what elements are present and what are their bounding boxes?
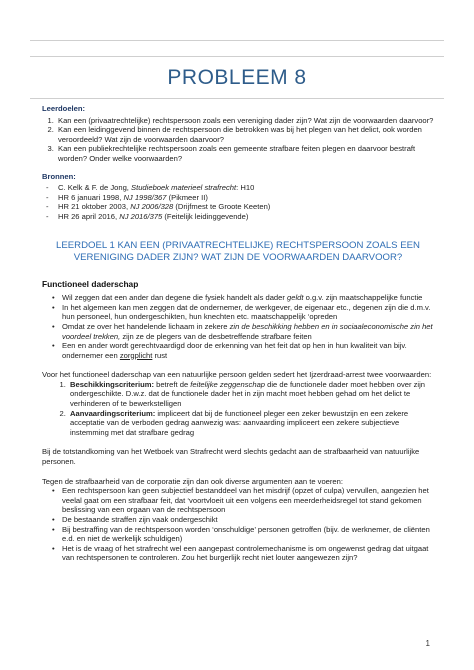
paragraph: Tegen de strafbaarheid van de corporatie zijn dan ook diverse argumenten aan te voeren: bbox=[42, 476, 343, 486]
paragraph: Bij de totstandkoming van het Wetboek van Strafrecht werd slechts gedacht aan de strafbaarheid van natuurlijke personen. bbox=[42, 447, 420, 467]
list-item: - C. Kelk & F. de Jong, Studieboek materieel strafrecht: H10 bbox=[58, 183, 434, 193]
bronnen-label: Bronnen: bbox=[42, 171, 76, 181]
list-item: - HR 26 april 2016, NJ 2016/375 (Feitelijk leidinggevende) bbox=[58, 212, 434, 222]
arguments-list bbox=[42, 486, 434, 563]
title-rule bbox=[30, 98, 444, 99]
list-item: • Wil zeggen dat een ander dan degene die fysiek handelt als dader geldt o.g.v. zijn maatschappelijke functie bbox=[62, 293, 434, 303]
list-item: 1. Beschikkingscriterium: betreft de feitelijke zeggenschap die de functionele dader moet hebben over zijn ondergeschikte. D.w.z. dat de functionele dader het in zijn macht moet hebben gehad om het delict te verhinderen of te bewerkstelligen bbox=[68, 380, 434, 409]
functioneel-daderschap-heading: Functioneel daderschap bbox=[42, 278, 139, 289]
top-rule bbox=[30, 40, 444, 41]
list-item: 2. Aanvaardingscriterium: impliceert dat bij de functioneel pleger een zeker bewustzijn en een zekere acceptatie van de verboden gedrag aanwezig was: aanvaarding impliceert een zekere subjectieve instemming met dat strafbare gedrag bbox=[68, 409, 434, 438]
list-item: 1. Kan een (privaatrechtelijke) rechtspersoon zoals een vereniging dader zijn? Wat zijn de voorwaarden daarvoor? bbox=[56, 116, 434, 126]
list-item: • Een en ander wordt gerechtvaardigd door de erkenning van het feit dat op hen in hun kwaliteit van bijv. ondernemer een zorgplicht rust bbox=[62, 341, 434, 360]
page-title: PROBLEEM 8 bbox=[167, 66, 307, 89]
list-item: 3. Kan een publiekrechtelijke rechtspersoon zoals een gemeente strafbare feiten plegen en daarvoor bestraft worden? Onder welke voorwaarden? bbox=[56, 144, 434, 163]
list-item: • Een rechtspersoon kan geen subjectief bestanddeel van het misdrijf (opzet of culpa) vervullen, aangezien het veelal gaat om een strafbaar feit, dat ‘voortvloeit uit een volgens een meerderheidsregel tot stand gekomen beslissing van een orgaan van de rechtspersoon bbox=[62, 486, 434, 515]
functioneel-list bbox=[42, 293, 434, 360]
leerdoelen-label: Leerdoelen: bbox=[42, 104, 86, 113]
list-item: 2. Kan een leidinggevend binnen de rechtspersoon die betrokken was bij het plegen van het delict, ook worden veroordeeld? Wat zijn de voorwaarden daarvoor? bbox=[56, 125, 434, 144]
list-item: • Bij bestraffing van de rechtspersoon worden ‘onschuldige’ personen getroffen (bijv. de werknemer, de cliënten e.d. en niet de werkelijk schuldigen) bbox=[62, 525, 434, 544]
criteria-list bbox=[42, 380, 434, 438]
leerdoelen-list bbox=[42, 116, 434, 164]
list-item: • In het algemeen kan men zeggen dat de ondernemer, de werkgever, de eigenaar etc., degenen zijn die d.m.v. hun personeel, hun ondergeschikten, hun knechten etc. maatschappelijk ‘opreden bbox=[62, 303, 434, 322]
list-item: • Het is de vraag of het strafrecht wel een aangepast controlemechanisme is om ongewenst gedrag dat uitgaat van rechtspersonen te controleren. Zou het burgerlijk recht niet louter aangewezen zijn? bbox=[62, 544, 434, 563]
paragraph: Voor het functioneel daderschap van een natuurlijke persoon gelden sedert het Ijzerdraad-arrest twee voorwaarden: bbox=[42, 370, 432, 380]
list-item: • Omdat ze over het handelende lichaam in zekere zin de beschikking hebben en in sociaaleconomische zin het voordeel trekken, zijn ze de plegers van de desbetreffende strafbare feiten bbox=[62, 322, 434, 341]
list-item: - HR 21 oktober 2003, NJ 2006/328 (Drijfmest te Groote Keeten) bbox=[58, 202, 434, 212]
page-number: 1 bbox=[425, 639, 430, 648]
bronnen-list bbox=[42, 183, 434, 221]
document-body bbox=[42, 104, 434, 563]
leerdoel-1-heading: LEERDOEL 1 KAN EEN (PRIVAATRECHTELIJKE) RECHTSPERSOON ZOALS EEN VERENIGING DADER ZIJN? WAT ZIJN DE VOORWAARDEN DAARVOOR? bbox=[56, 239, 420, 263]
list-item: • De bestaande straffen zijn vaak ondergeschikt bbox=[62, 515, 434, 525]
top-rule-2 bbox=[30, 56, 444, 57]
list-item: - HR 6 januari 1998, NJ 1998/367 (Pikmeer II) bbox=[58, 193, 434, 203]
